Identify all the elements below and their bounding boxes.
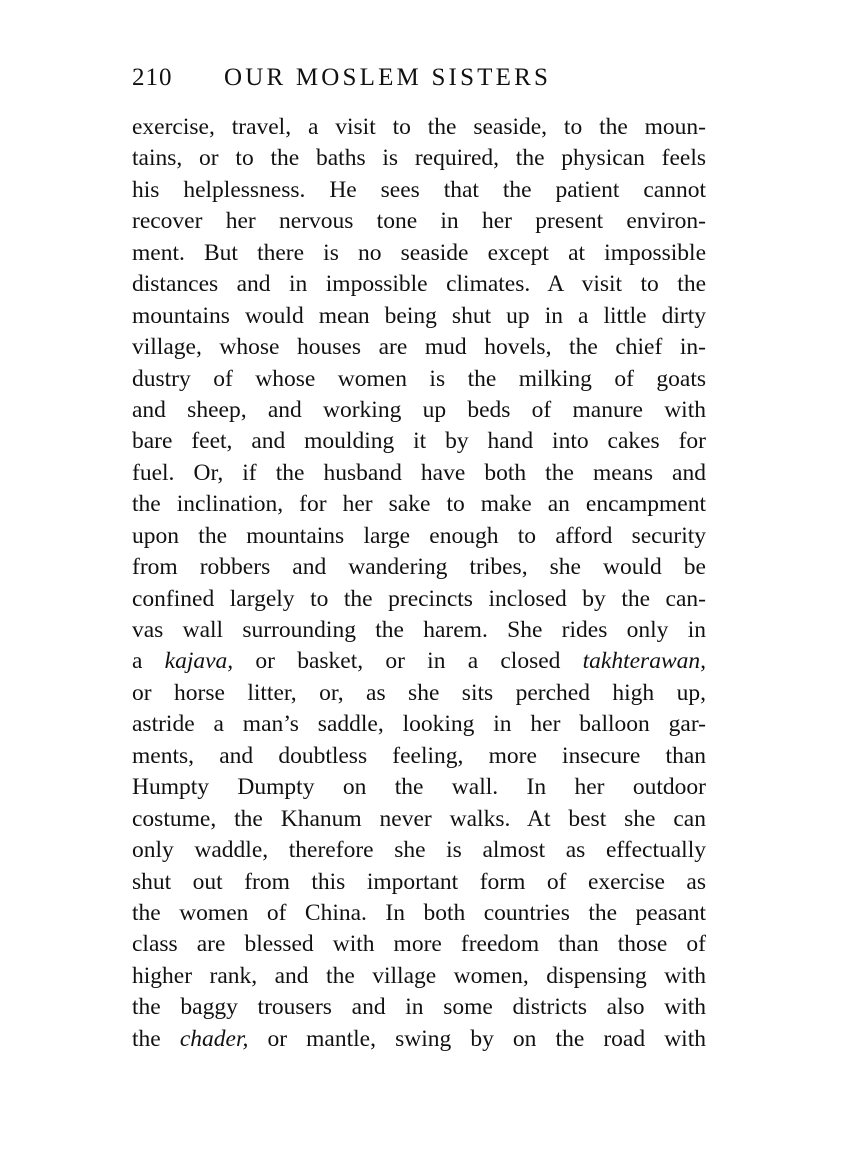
text-line: costume, the Khanum never walks. At best she can xyxy=(132,805,706,832)
text-line: the women of China. In both countries the peasant xyxy=(132,899,706,926)
text-line: distances and in impossible climates. A visit to the xyxy=(132,271,706,298)
text-line: only waddle, therefore she is almost as effectually xyxy=(132,837,706,864)
text-line: from robbers and wandering tribes, she would be xyxy=(132,554,706,581)
text-line: shut out from this important form of exercise as xyxy=(132,868,706,895)
text-line: ments, and doubtless feeling, more insecure than xyxy=(132,742,706,769)
text-line: tains, or to the baths is required, the physican feels xyxy=(132,145,706,172)
italic-term-takhterawan: takhterawan, xyxy=(582,648,706,675)
italic-term-chader: chader, xyxy=(179,1025,249,1052)
line-text: the xyxy=(132,1025,180,1052)
text-line: or horse litter, or, as she sits perched high up, xyxy=(132,679,706,706)
text-line-with-italics xyxy=(132,646,706,677)
running-head xyxy=(132,60,732,96)
text-line: the baggy trousers and in some districts also with xyxy=(132,994,706,1021)
line-text: or mantle, swing by on the road with xyxy=(248,1025,706,1052)
text-line: recover her nervous tone in her present environ- xyxy=(132,208,706,235)
text-line: village, whose houses are mud hovels, the chief in- xyxy=(132,334,706,361)
text-line: higher rank, and the village women, dispensing with xyxy=(132,962,706,989)
page-number: 210 xyxy=(132,64,173,91)
text-line: the inclination, for her sake to make an encampment xyxy=(132,491,706,518)
text-line: astride a man’s saddle, looking in her balloon gar- xyxy=(132,711,706,738)
text-line: exercise, travel, a visit to the seaside, to the moun- xyxy=(132,114,706,140)
text-line: upon the mountains large enough to afford security xyxy=(132,522,706,549)
line-text: or basket, or in a closed xyxy=(233,648,583,675)
text-line: vas wall surrounding the harem. She rides only in xyxy=(132,617,706,643)
text-line: ment. But there is no seaside except at impossible xyxy=(132,239,706,266)
text-line: bare feet, and moulding it by hand into cakes for xyxy=(132,428,706,455)
text-line: his helplessness. He sees that the patient cannot xyxy=(132,176,706,203)
italic-term-kajava: kajava, xyxy=(164,648,234,675)
text-line: class are blessed with more freedom than those of xyxy=(132,931,706,958)
line-text: a xyxy=(132,648,165,675)
text-line: and sheep, and working up beds of manure with xyxy=(132,396,706,423)
text-line: dustry of whose women is the milking of goats xyxy=(132,365,706,392)
text-line-with-italics xyxy=(132,1024,706,1055)
body-text xyxy=(132,112,706,1055)
text-line: Humpty Dumpty on the wall. In her outdoor xyxy=(132,774,706,801)
book-title: OUR MOSLEM SISTERS xyxy=(224,64,552,91)
text-line: confined largely to the precincts inclosed by the can- xyxy=(132,585,706,612)
text-line: fuel. Or, if the husband have both the means and xyxy=(132,459,706,486)
text-line: mountains would mean being shut up in a little dirty xyxy=(132,302,706,329)
